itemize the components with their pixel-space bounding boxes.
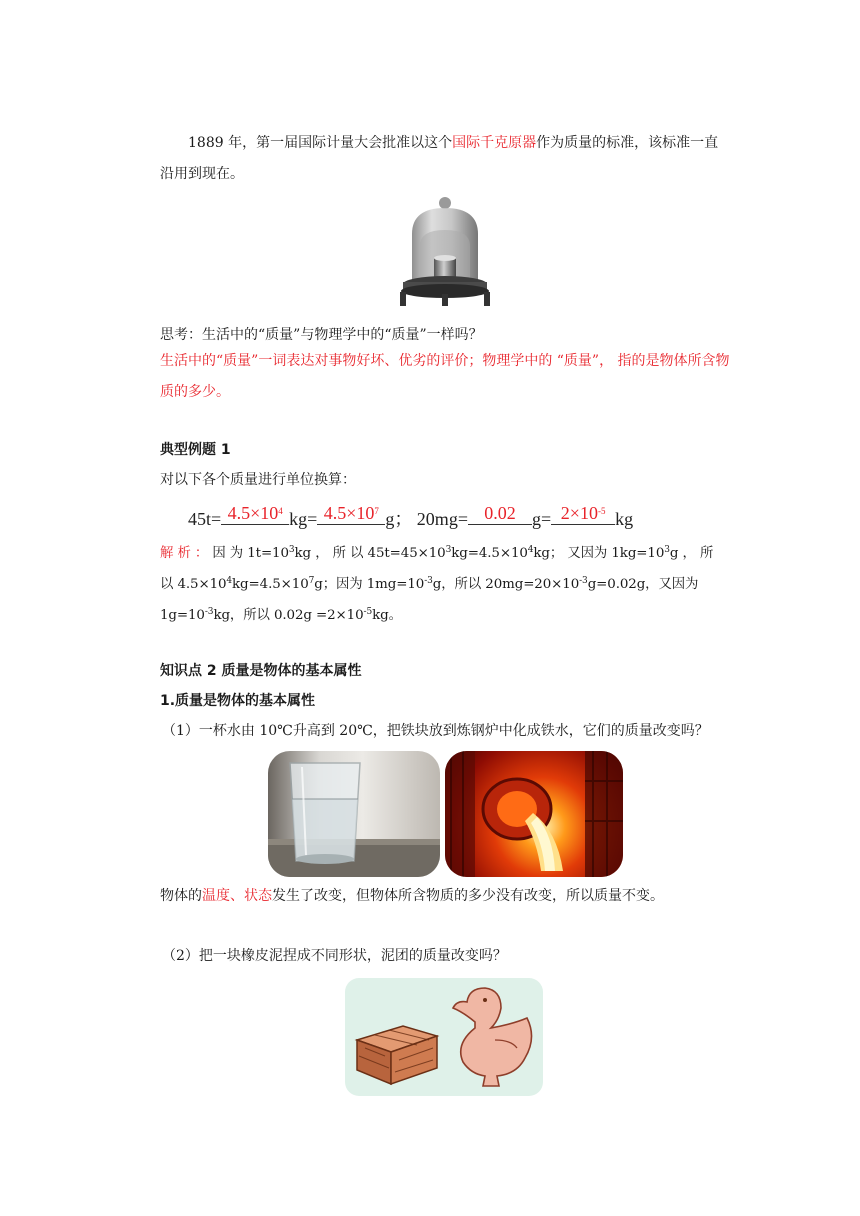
- knowledge-subtitle: 1.质量是物体的基本属性: [160, 693, 316, 709]
- example-prompt: 对以下各个质量进行单位换算：: [160, 472, 356, 488]
- answer-blank: $2\times 10^{-5}$: [551, 502, 615, 525]
- analysis-label: 解 析 ：: [160, 546, 209, 561]
- answer-blank: 0.02: [468, 502, 532, 525]
- temperature-term: 温度: [202, 888, 230, 904]
- clay-shapes-image: [345, 978, 543, 1096]
- conversion-part: kg=: [289, 509, 318, 529]
- conversion-part: 45t=: [188, 509, 222, 529]
- conversion-part: kg: [615, 509, 634, 529]
- water-glass-image: [268, 751, 440, 877]
- answer-1: 物体的温度、状态发生了改变，但物体所含物质的多少没有改变，所以质量不变。: [160, 888, 664, 904]
- state-term: 状态: [244, 888, 272, 904]
- intro-text-end: 作为质量的标准，该标准一直沿用到现在。: [160, 135, 719, 182]
- answer-blank: $4.5\times 10^7$: [317, 502, 385, 525]
- steel-furnace-image: [445, 751, 623, 877]
- conversion-part: g； 20mg=: [385, 509, 468, 529]
- unit-conversion-line: [188, 505, 678, 539]
- intro-text: 1889 年，第一届国际计量大会批准以这个: [188, 135, 453, 151]
- question-2: （2）把一块橡皮泥捏成不同形状，泥团的质量改变吗？: [162, 948, 507, 964]
- kilogram-prototype-term: 国际千克原器: [452, 135, 537, 151]
- conversion-part: g=: [531, 509, 552, 529]
- analysis-paragraph: 解 析 ： 因 为 $1t=10^3kg$ ， 所 以 $45t=45\times 10^3kg=4.5\times 10^4kg$； 又因为 $1kg=10^3g$ ， 所 以 $4.5\times 10^4kg=4.5\times 10^7g$；因为 $1mg=10^{-3}g$，所以 $20mg=20\times 10^{-3}g=0.02g$，又因为 $1g=10^{-3}kg$，所以 $0.02g =2\times 10^{-5}kg$。: [160, 545, 714, 623]
- answer-blank: $4.5\times 10^4$: [221, 502, 289, 525]
- think-question: 思考：生活中的“质量”与物理学中的“质量”一样吗？: [160, 327, 483, 343]
- example-title: 典型例题 1: [160, 442, 231, 458]
- think-answer: 生活中的“质量”一词表达对事物好坏、优劣的评价；物理学中的 “质量”， 指的是物体所含物质的多少。: [160, 353, 730, 400]
- question-1: （1）一杯水由 10℃升高到 20℃，把铁块放到炼钢炉中化成铁水，它们的质量改变吗？: [162, 723, 709, 739]
- knowledge-title: 知识点 2 质量是物体的基本属性: [160, 663, 362, 679]
- kilogram-prototype-image: [390, 194, 500, 312]
- intro-paragraph: [160, 128, 730, 190]
